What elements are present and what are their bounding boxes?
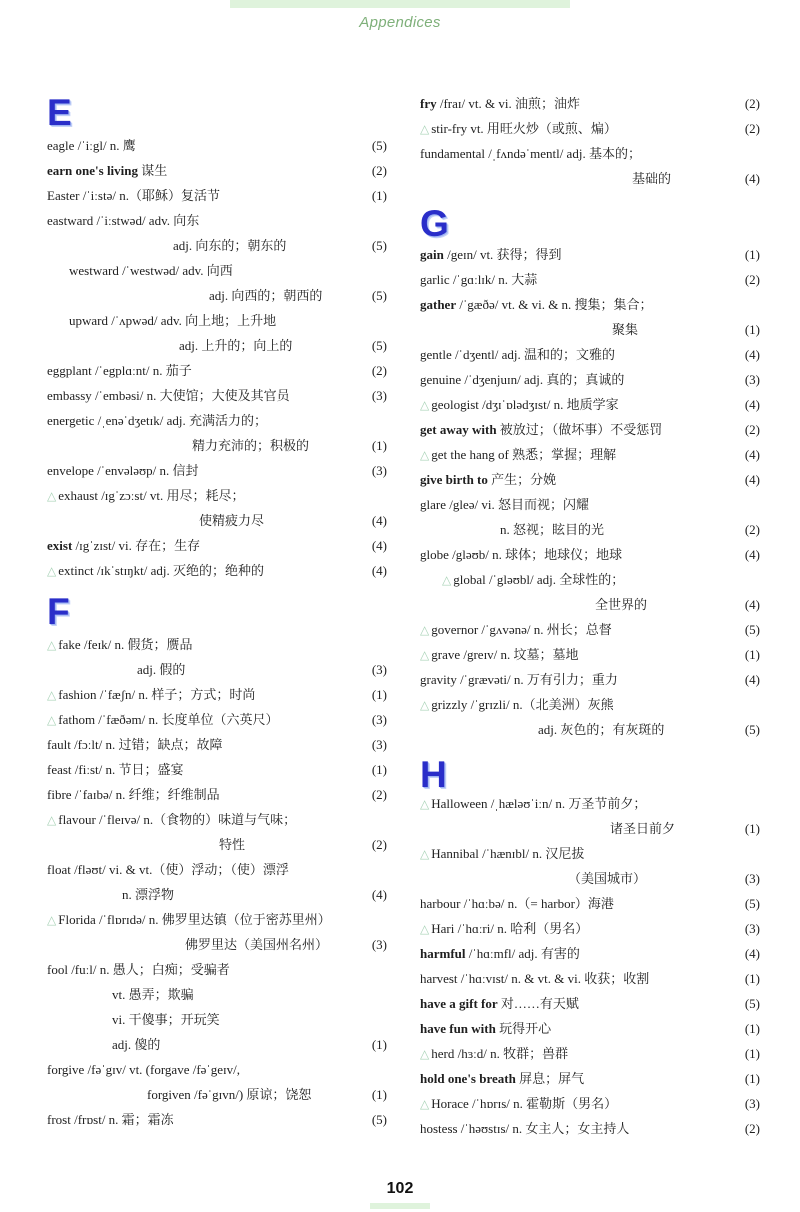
entry-definition: 谋生: [138, 163, 168, 178]
unit-number: (1): [371, 687, 387, 702]
unit-number: (3): [371, 662, 387, 677]
entry-definition: adj. 向西的；朝西的: [209, 288, 323, 303]
glossary-entry: [47, 310, 387, 332]
entry-definition: eastward /ˈiːstwəd/ adv. 向东: [47, 213, 200, 228]
unit-number: (5): [744, 996, 760, 1011]
glossary-entry: [420, 544, 760, 566]
unit-number: (2): [371, 837, 387, 852]
unit-number: (5): [371, 1112, 387, 1127]
entry-definition: exhaust /ɪgˈzɔːst/ vt. 用尽；耗尽；: [58, 488, 245, 503]
new-word-triangle-icon: △: [420, 847, 430, 861]
entry-definition: 对……有天赋: [497, 996, 579, 1011]
entry-definition: Easter /ˈiːstə/ n.（耶稣）复活节: [47, 188, 220, 203]
new-word-triangle-icon: △: [420, 922, 430, 936]
running-header: Appendices: [359, 14, 441, 31]
glossary-entry: [420, 793, 760, 815]
page-number: 102: [386, 1180, 414, 1197]
entry-definition: hostess /ˈhəʊstɪs/ n. 女主人；女主持人: [420, 1121, 630, 1136]
new-word-triangle-icon: △: [47, 713, 57, 727]
glossary-entry: [420, 469, 760, 491]
glossary-entry: [420, 143, 760, 165]
entry-definition: stir-fry vt. 用旺火炒（或煎、煸）: [431, 121, 617, 136]
entry-definition: frost /frɒst/ n. 霜；霜冻: [47, 1112, 174, 1127]
entry-definition: harbour /ˈhɑːbə/ n.（= harbor）海港: [420, 896, 614, 911]
entry-definition: Hari /ˈhɑːri/ n. 哈利（男名）: [431, 921, 589, 936]
glossary-entry: [47, 909, 387, 931]
unit-number: (4): [744, 946, 760, 961]
glossary-entry: [47, 759, 387, 781]
new-word-triangle-icon: △: [47, 688, 57, 702]
entry-definition: Halloween /ˌhæləʊˈiːn/ n. 万圣节前夕；: [431, 796, 647, 811]
entry-definition: 产生；分娩: [487, 472, 557, 487]
unit-number: (1): [371, 1087, 387, 1102]
unit-number: (4): [371, 563, 387, 578]
glossary-entry: [47, 410, 387, 432]
entry-definition: /ɪgˈzɪst/ vi. 存在；生存: [72, 538, 201, 553]
section-letter-h: H: [420, 754, 447, 795]
entry-definition: fashion /ˈfæʃn/ n. 样子；方式；时尚: [58, 687, 256, 702]
entry-definition: 屏息；屏气: [515, 1071, 585, 1086]
glossary-entry: [47, 285, 387, 307]
glossary-entry: [47, 984, 387, 1006]
entry-definition: （美国城市）: [568, 871, 647, 886]
entry-definition: grizzly /ˈgrɪzli/ n.（北美洲）灰熊: [431, 697, 614, 712]
entry-headword: earn one's living: [47, 163, 139, 178]
header-band: [230, 0, 570, 8]
glossary-entry: [47, 385, 387, 407]
unit-number: (1): [744, 322, 760, 337]
entry-definition: 玩得开心: [495, 1021, 552, 1036]
entry-definition: 被放过；（做坏事）不受惩罚: [496, 422, 663, 437]
new-word-triangle-icon: △: [420, 448, 430, 462]
glossary-entry: [420, 619, 760, 641]
unit-number: (3): [744, 871, 760, 886]
glossary-entry: [47, 460, 387, 482]
glossary-entry: [420, 494, 760, 516]
new-word-triangle-icon: △: [47, 638, 57, 652]
entry-definition: float /fləʊt/ vi. & vt.（使）浮动；（使）漂浮: [47, 862, 289, 877]
unit-number: (1): [744, 647, 760, 662]
unit-number: (4): [744, 347, 760, 362]
entry-definition: envelope /ˈenvələʊp/ n. 信封: [47, 463, 199, 478]
unit-number: (1): [371, 438, 387, 453]
entry-definition: forgiven /fəˈgɪvn/) 原谅；饶恕: [147, 1087, 312, 1102]
unit-number: (3): [744, 372, 760, 387]
unit-number: (2): [744, 96, 760, 111]
glossary-entry: [47, 784, 387, 806]
glossary-entry: [47, 535, 387, 557]
entry-definition: n. 漂浮物: [122, 887, 175, 902]
entry-definition: embassy /ˈembəsi/ n. 大使馆；大使及其官员: [47, 388, 290, 403]
glossary-entry: [420, 818, 760, 840]
unit-number: (2): [371, 363, 387, 378]
entry-definition: fool /fuːl/ n. 愚人；白痴；受骗者: [47, 962, 230, 977]
entry-definition: geologist /dʒɪˈɒlədʒɪst/ n. 地质学家: [431, 397, 619, 412]
glossary-entry: [47, 734, 387, 756]
unit-number: (1): [744, 247, 760, 262]
unit-number: (1): [744, 1021, 760, 1036]
glossary-entry: [420, 269, 760, 291]
entry-definition: fault /fɔːlt/ n. 过错；缺点；故障: [47, 737, 223, 752]
glossary-entry: [47, 135, 387, 157]
glossary-entry: [47, 884, 387, 906]
glossary-entry: [47, 485, 387, 507]
unit-number: (2): [371, 787, 387, 802]
glossary-entry: [47, 1109, 387, 1131]
glossary-entry: [420, 319, 760, 341]
glossary-entry: [420, 244, 760, 266]
unit-number: (2): [371, 163, 387, 178]
unit-number: (4): [744, 597, 760, 612]
unit-number: (3): [371, 388, 387, 403]
unit-number: (4): [371, 538, 387, 553]
entry-definition: 佛罗里达（美国州名州）: [185, 937, 329, 952]
glossary-entry: [47, 510, 387, 532]
glossary-entry: [420, 893, 760, 915]
glossary-entry: [47, 709, 387, 731]
entry-definition: 基础的: [632, 171, 672, 186]
entry-headword: have fun with: [420, 1021, 496, 1036]
entry-headword: harmful: [420, 946, 466, 961]
unit-number: (2): [744, 272, 760, 287]
entry-definition: globe /gləʊb/ n. 球体；地球仪；地球: [420, 547, 623, 562]
unit-number: (4): [744, 397, 760, 412]
glossary-entry: [47, 1059, 387, 1081]
unit-number: (3): [371, 737, 387, 752]
unit-number: (1): [371, 1037, 387, 1052]
glossary-entry: [47, 684, 387, 706]
entry-definition: fake /feɪk/ n. 假货；赝品: [58, 637, 193, 652]
entry-definition: upward /ˈʌpwəd/ adv. 向上地；上升地: [69, 313, 277, 328]
entry-definition: adj. 假的: [137, 662, 186, 677]
entry-definition: fathom /ˈfæðəm/ n. 长度单位（六英尺）: [58, 712, 279, 727]
glossary-entry: [420, 644, 760, 666]
entry-definition: energetic /ˌenəˈdʒetɪk/ adj. 充满活力的；: [47, 413, 267, 428]
glossary-entry: [420, 669, 760, 691]
glossary-entry: [420, 843, 760, 865]
glossary-entry: [47, 934, 387, 956]
entry-definition: 聚集: [612, 322, 639, 337]
glossary-entry: [420, 118, 760, 140]
glossary-entry: [420, 993, 760, 1015]
glossary-entry: [420, 93, 760, 115]
new-word-triangle-icon: △: [47, 813, 57, 827]
glossary-entry: [420, 168, 760, 190]
glossary-entry: [47, 959, 387, 981]
entry-definition: vt. 愚弄；欺骗: [112, 987, 194, 1002]
section-letter-f: F: [47, 591, 70, 632]
entry-definition: eagle /ˈiːgl/ n. 鹰: [47, 138, 136, 153]
new-word-triangle-icon: △: [420, 623, 430, 637]
unit-number: (1): [744, 971, 760, 986]
entry-definition: gravity /ˈgrævəti/ n. 万有引力；重力: [420, 672, 618, 687]
glossary-entry: [47, 435, 387, 457]
unit-number: (1): [744, 1046, 760, 1061]
entry-definition: gentle /ˈdʒentl/ adj. 温和的；文雅的: [420, 347, 615, 362]
unit-number: (4): [744, 472, 760, 487]
glossary-entry: [420, 444, 760, 466]
entry-definition: Horace /ˈhɒrɪs/ n. 霍勒斯（男名）: [431, 1096, 618, 1111]
glossary-entry: [420, 1043, 760, 1065]
new-word-triangle-icon: △: [420, 122, 430, 136]
new-word-triangle-icon: △: [420, 398, 430, 412]
entry-definition: westward /ˈwestwəd/ adv. 向西: [69, 263, 233, 278]
section-letter-g: G: [420, 203, 449, 244]
glossary-entry: [47, 185, 387, 207]
entry-definition: garlic /ˈgɑːlɪk/ n. 大蒜: [420, 272, 538, 287]
glossary-entry: [420, 1068, 760, 1090]
entry-definition: n. 怒视；眩目的光: [500, 522, 605, 537]
entry-definition: Florida /ˈflɒrɪdə/ n. 佛罗里达镇（位于密苏里州）: [58, 912, 331, 927]
glossary-entry: [420, 594, 760, 616]
entry-headword: hold one's breath: [420, 1071, 516, 1086]
glossary-entry: [47, 659, 387, 681]
entry-definition: Hannibal /ˈhænɪbl/ n. 汉尼拔: [431, 846, 585, 861]
glossary-entry: [47, 260, 387, 282]
entry-headword: get away with: [420, 422, 497, 437]
unit-number: (1): [744, 1071, 760, 1086]
entry-definition: 精力充沛的；积极的: [192, 438, 310, 453]
entry-definition: global /ˈgləʊbl/ adj. 全球性的；: [453, 572, 625, 587]
unit-number: (5): [744, 622, 760, 637]
glossary-entry: [420, 943, 760, 965]
unit-number: (1): [371, 762, 387, 777]
unit-number: (2): [744, 1121, 760, 1136]
glossary-entry: [47, 210, 387, 232]
glossary-entry: [420, 344, 760, 366]
entry-headword: fry: [420, 96, 437, 111]
glossary-entry: [420, 569, 760, 591]
glossary-entry: [420, 719, 760, 741]
glossary-entry: [420, 918, 760, 940]
section-letter-e: E: [47, 92, 72, 133]
entry-definition: fundamental /ˌfʌndəˈmentl/ adj. 基本的；: [420, 146, 641, 161]
glossary-entry: [420, 369, 760, 391]
unit-number: (4): [744, 547, 760, 562]
new-word-triangle-icon: △: [47, 913, 57, 927]
unit-number: (3): [371, 712, 387, 727]
entry-definition: governor /ˈgʌvənə/ n. 州长；总督: [431, 622, 612, 637]
entry-definition: /fraɪ/ vt. & vi. 油煎；油炸: [436, 96, 580, 111]
entry-headword: give birth to: [420, 472, 488, 487]
unit-number: (1): [744, 821, 760, 836]
glossary-entry: [420, 519, 760, 541]
unit-number: (3): [744, 921, 760, 936]
entry-definition: adj. 灰色的；有灰斑的: [538, 722, 665, 737]
unit-number: (4): [371, 513, 387, 528]
entry-definition: glare /gleə/ vi. 怒目而视；闪耀: [420, 497, 589, 512]
entry-definition: herd /hɜːd/ n. 牧群；兽群: [431, 1046, 569, 1061]
unit-number: (5): [371, 138, 387, 153]
entry-headword: gain: [420, 247, 444, 262]
glossary-entry: [420, 968, 760, 990]
entry-definition: vi. 干傻事；开玩笑: [112, 1012, 220, 1027]
entry-headword: have a gift for: [420, 996, 498, 1011]
new-word-triangle-icon: △: [420, 698, 430, 712]
glossary-entry: [47, 360, 387, 382]
entry-definition: harvest /ˈhɑːvɪst/ n. & vt. & vi. 收获；收割: [420, 971, 650, 986]
glossary-entry: [420, 419, 760, 441]
entry-headword: exist: [47, 538, 73, 553]
unit-number: (4): [744, 171, 760, 186]
entry-definition: 诸圣日前夕: [610, 821, 676, 836]
unit-number: (2): [744, 422, 760, 437]
glossary-entry: [47, 809, 387, 831]
glossary-entry: [420, 394, 760, 416]
entry-definition: forgive /fəˈgɪv/ vt. (forgave /fəˈgeɪv/,: [47, 1062, 241, 1077]
glossary-entry: [47, 235, 387, 257]
glossary-entry: [420, 868, 760, 890]
entry-definition: fibre /ˈfaɪbə/ n. 纤维；纤维制品: [47, 787, 220, 802]
entry-definition: /ˈgæðə/ vt. & vi. & n. 搜集；集合；: [456, 297, 653, 312]
entry-definition: 特性: [219, 837, 246, 852]
new-word-triangle-icon: △: [420, 648, 430, 662]
entry-definition: flavour /ˈfleɪvə/ n.（食物的）味道与气味；: [58, 812, 297, 827]
page-number-band: [370, 1203, 430, 1209]
unit-number: (3): [371, 937, 387, 952]
glossary-entry: [47, 335, 387, 357]
entry-definition: extinct /ɪkˈstɪŋkt/ adj. 灭绝的；绝种的: [58, 563, 264, 578]
unit-number: (5): [744, 896, 760, 911]
entry-definition: genuine /ˈdʒenjuɪn/ adj. 真的；真诚的: [420, 372, 625, 387]
unit-number: (5): [371, 238, 387, 253]
glossary-entry: [47, 859, 387, 881]
unit-number: (1): [371, 188, 387, 203]
entry-headword: gather: [420, 297, 457, 312]
glossary-entry: [47, 834, 387, 856]
glossary-entry: [420, 1093, 760, 1115]
unit-number: (2): [744, 121, 760, 136]
glossary-entry: [47, 1084, 387, 1106]
unit-number: (2): [744, 522, 760, 537]
entry-definition: adj. 向东的；朝东的: [173, 238, 287, 253]
new-word-triangle-icon: △: [420, 797, 430, 811]
glossary-entry: [420, 294, 760, 316]
entry-definition: grave /greɪv/ n. 坟墓；墓地: [431, 647, 579, 662]
glossary-entry: [47, 1034, 387, 1056]
unit-number: (3): [371, 463, 387, 478]
unit-number: (4): [371, 887, 387, 902]
entry-definition: 全世界的: [595, 597, 648, 612]
entry-definition: adj. 傻的: [112, 1037, 161, 1052]
entry-definition: adj. 上升的；向上的: [179, 338, 293, 353]
unit-number: (4): [744, 447, 760, 462]
new-word-triangle-icon: △: [420, 1097, 430, 1111]
unit-number: (5): [744, 722, 760, 737]
glossary-entry: [47, 160, 387, 182]
unit-number: (5): [371, 288, 387, 303]
unit-number: (3): [744, 1096, 760, 1111]
new-word-triangle-icon: △: [420, 1047, 430, 1061]
entry-definition: feast /fiːst/ n. 节日；盛宴: [47, 762, 184, 777]
glossary-entry: [420, 694, 760, 716]
unit-number: (5): [371, 338, 387, 353]
new-word-triangle-icon: △: [442, 573, 452, 587]
glossary-entry: [47, 560, 387, 582]
new-word-triangle-icon: △: [47, 489, 57, 503]
unit-number: (4): [744, 672, 760, 687]
entry-definition: get the hang of 熟悉；掌握；理解: [431, 447, 617, 462]
glossary-entry: [47, 1009, 387, 1031]
entry-definition: /geɪn/ vt. 获得；得到: [443, 247, 562, 262]
new-word-triangle-icon: △: [47, 564, 57, 578]
entry-definition: /ˈhɑːmfl/ adj. 有害的: [465, 946, 580, 961]
entry-definition: 使精疲力尽: [199, 513, 265, 528]
glossary-entry: [420, 1118, 760, 1140]
entry-definition: eggplant /ˈegplɑːnt/ n. 茄子: [47, 363, 192, 378]
glossary-entry: [420, 1018, 760, 1040]
glossary-entry: [47, 634, 387, 656]
